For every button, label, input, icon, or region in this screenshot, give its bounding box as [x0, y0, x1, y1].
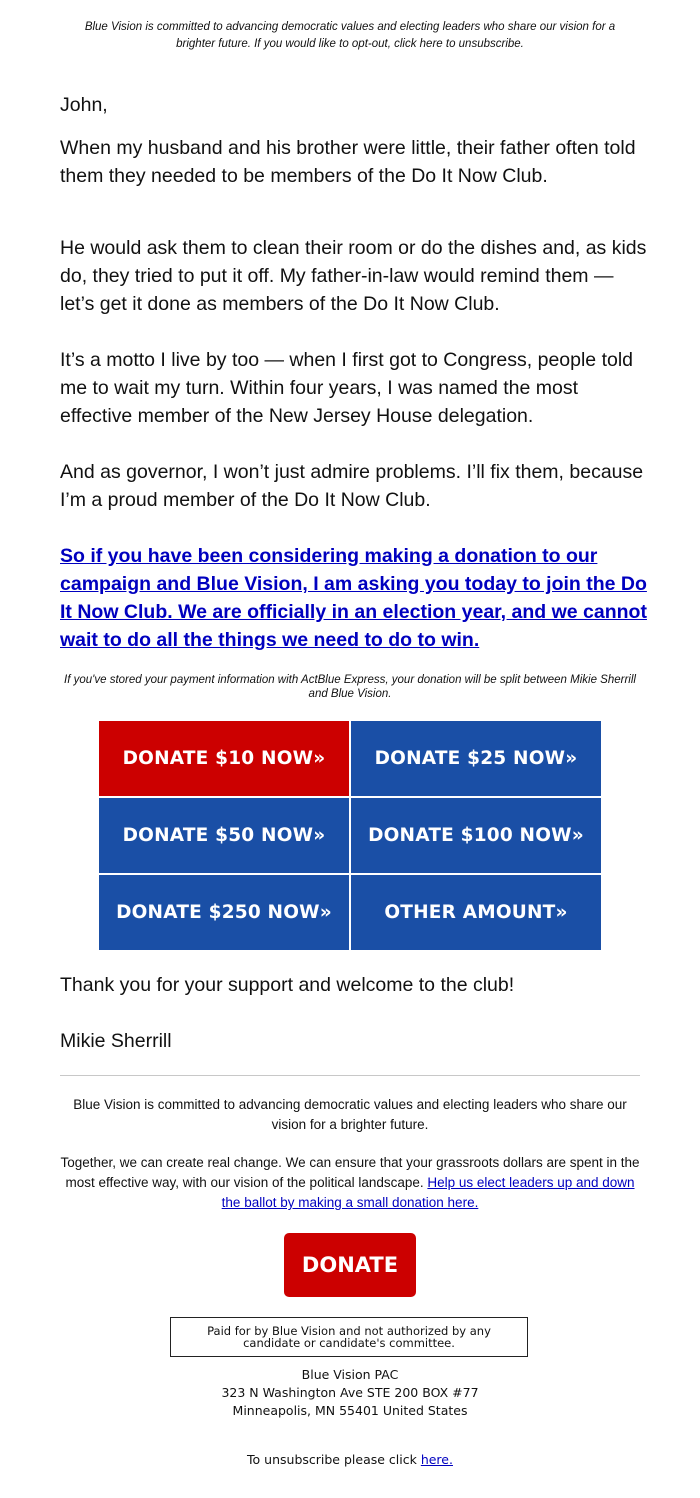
paid-for-disclaimer: Paid for by Blue Vision and not authorized by any candidate or candidate's committee.	[170, 1317, 528, 1357]
footer-together-text: Together, we can create real change. We can ensure that your grassroots dollars are spent in the most effective way, with our vision of the political landscape.	[60, 1155, 640, 1190]
donate-25-button[interactable]: DONATE $25 NOW»	[351, 721, 601, 796]
donate-50-button[interactable]: DONATE $50 NOW»	[99, 798, 349, 873]
letter-paragraph-2: He would ask them to clean their room or do the dishes and, as kids do, they tried to put it off. My father-in-law would remind them — let’s get it done as members of the Do It Now Club.	[60, 237, 647, 315]
letter-paragraph-1: When my husband and his brother were little, their father often told them they needed to be members of the Do It Now Club.	[60, 137, 636, 187]
signature: Mikie Sherrill	[60, 1030, 172, 1052]
footer-donation-link[interactable]: Help us elect leaders up and down the ballot by making a small donation here.	[221, 1175, 635, 1210]
letter-paragraph-3: It’s a motto I live by too — when I first got to Congress, people told me to wait my turn. Within four years, I was named the most effective member of the New Jersey House delegation.	[60, 349, 634, 427]
mailing-address	[150, 1366, 550, 1420]
preheader-text: Blue Vision is committed to advancing democratic values and electing leaders who share our vision for a brighter future. If you would like to opt-out, click here to unsubscribe.	[84, 21, 616, 50]
donate-other-amount-button[interactable]: OTHER AMOUNT»	[351, 875, 601, 950]
unsubscribe-text: To unsubscribe please click	[247, 1452, 421, 1467]
donate-100-button[interactable]: DONATE $100 NOW»	[351, 798, 601, 873]
unsubscribe-line	[150, 1451, 550, 1469]
address-line-2: 323 N Washington Ave STE 200 BOX #77	[221, 1385, 479, 1400]
greeting: John,	[60, 94, 108, 116]
address-line-3: Minneapolis, MN 55401 United States	[232, 1403, 468, 1418]
donation-cta-link[interactable]: So if you have been considering making a donation to our campaign and Blue Vision, I am asking you today to join the Do It Now Club. We are officially in an election year, and we cannot wait to do all the things we need to do to win.	[60, 545, 647, 651]
address-line-1: Blue Vision PAC	[301, 1367, 399, 1382]
footer-divider	[60, 1075, 640, 1076]
donate-250-button[interactable]: DONATE $250 NOW»	[99, 875, 349, 950]
letter-paragraph-4: And as governor, I won’t just admire problems. I’ll fix them, because I’m a proud member of the Do It Now Club.	[60, 461, 644, 511]
footer-mission: Blue Vision is committed to advancing democratic values and electing leaders who share our vision for a brighter future.	[73, 1097, 627, 1132]
footer-together	[60, 1153, 640, 1213]
unsubscribe-link[interactable]: here.	[420, 1452, 453, 1467]
actblue-express-note: If you've stored your payment information with ActBlue Express, your donation will be split between Mikie Sherrill and Blue Vision.	[64, 674, 636, 700]
thanks-line: Thank you for your support and welcome to the club!	[60, 974, 515, 996]
donate-button-grid	[99, 721, 601, 950]
footer-donate-button[interactable]: DONATE	[284, 1233, 416, 1297]
donate-10-button[interactable]: DONATE $10 NOW»	[99, 721, 349, 796]
